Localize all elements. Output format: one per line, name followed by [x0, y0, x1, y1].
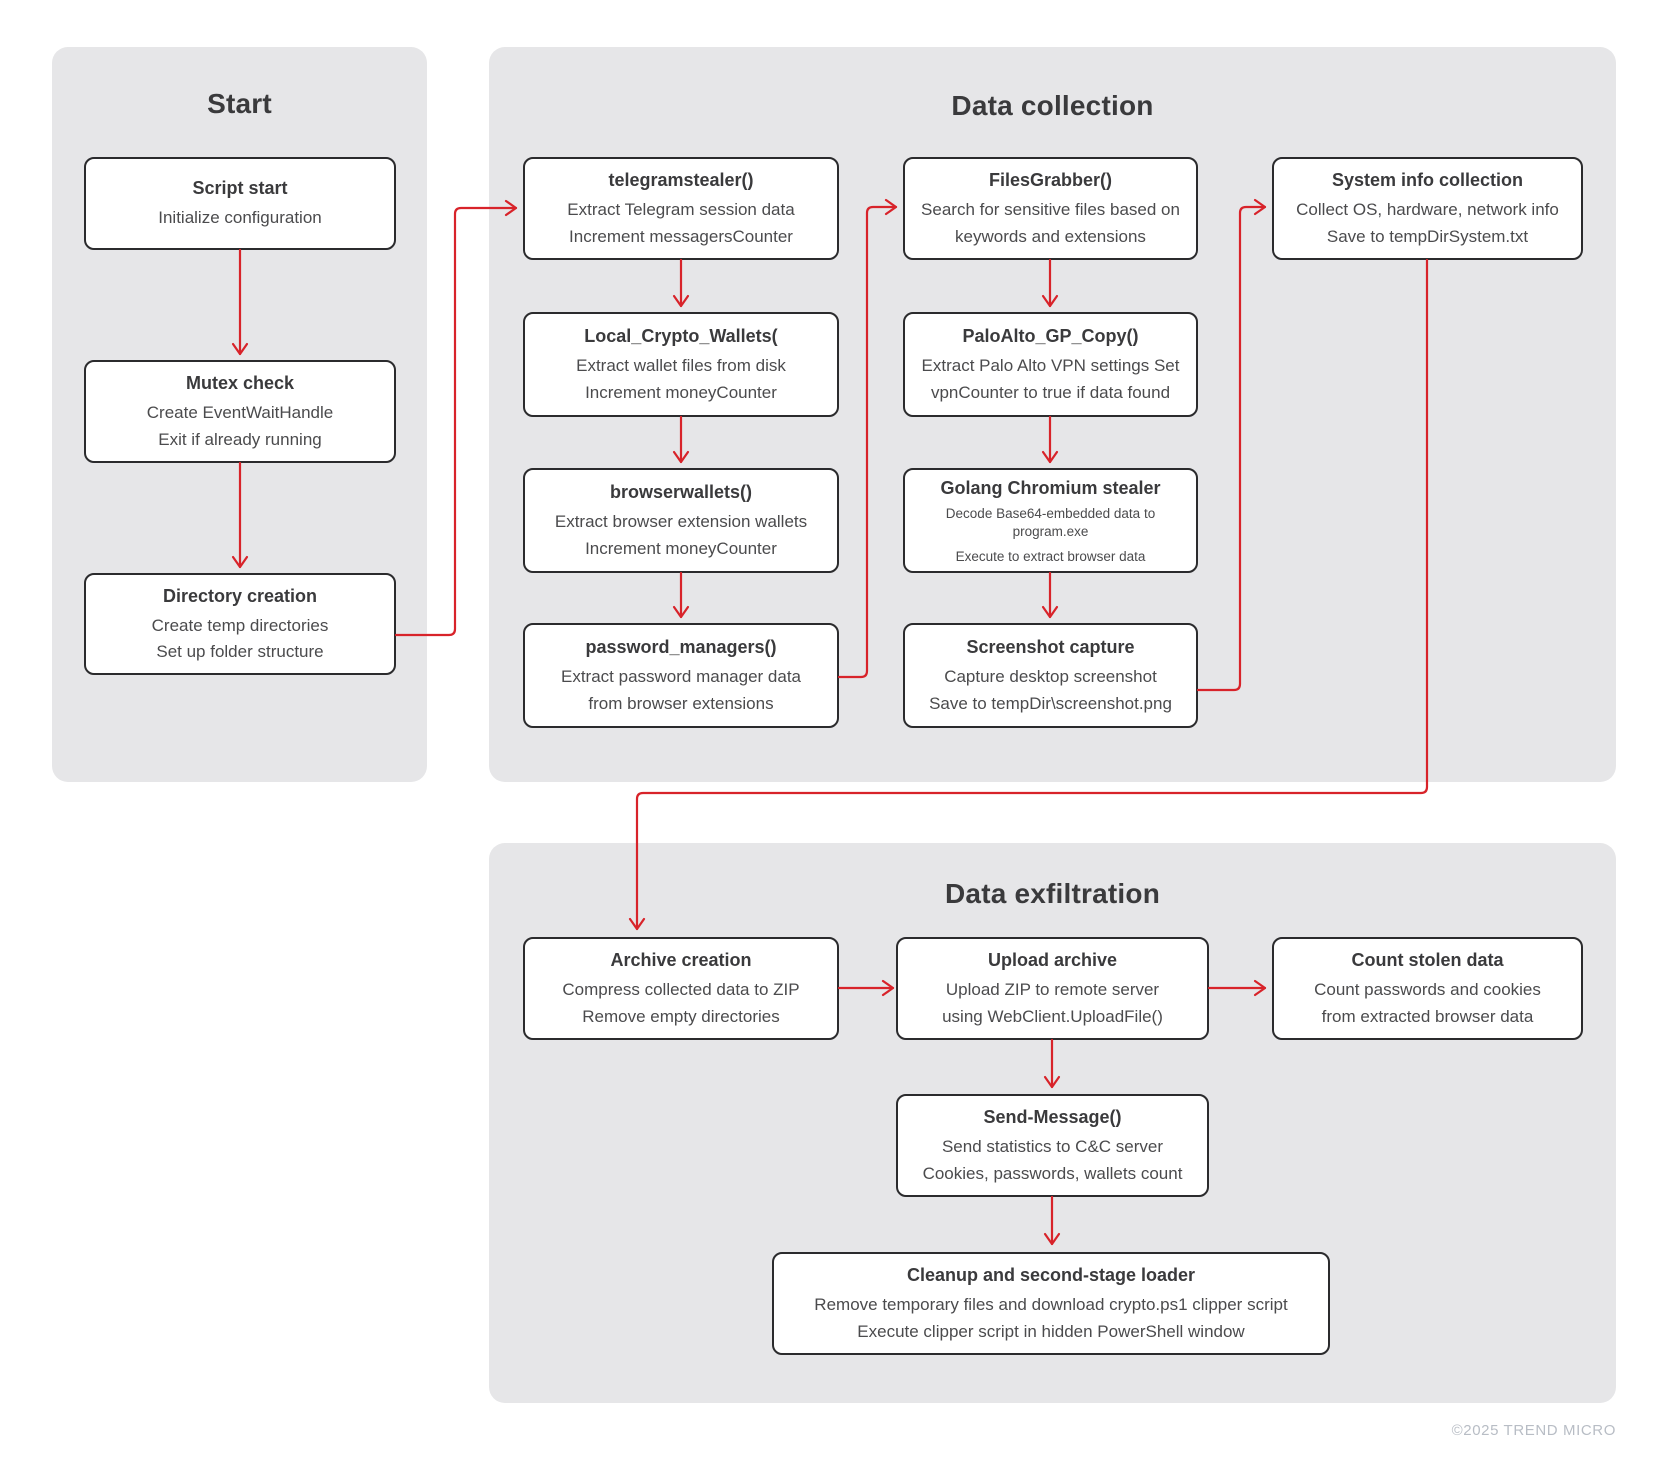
- node-line: Exit if already running: [158, 429, 322, 449]
- data-collection-section-title: Data collection: [951, 90, 1154, 121]
- node-line: Capture desktop screenshot: [944, 667, 1157, 687]
- node-send-message: [896, 1094, 1209, 1197]
- node-line: Initialize configuration: [158, 208, 322, 228]
- node-line: Cookies, passwords, wallets count: [922, 1163, 1183, 1183]
- node-title: browserwallets(): [609, 482, 753, 503]
- node-title: Mutex check: [185, 373, 295, 394]
- node-cleanup-and-second-stage-loader: [772, 1252, 1330, 1355]
- data-exfiltration-section-title: Data exfiltration: [945, 878, 1160, 909]
- node-line: from browser extensions: [588, 693, 774, 713]
- node-line: Extract wallet files from disk: [576, 356, 786, 376]
- node-title: Script start: [192, 178, 288, 199]
- node-line: Create temp directories: [151, 615, 329, 635]
- node-local-crypto-wallets: [523, 312, 839, 417]
- node-mutex-check: [84, 360, 396, 463]
- node-archive-creation: [523, 937, 839, 1040]
- node-title: Count stolen data: [1351, 950, 1504, 971]
- node-directory-creation: [84, 573, 396, 675]
- node-upload-archive: [896, 937, 1209, 1040]
- node-line: Count passwords and cookies: [1314, 980, 1541, 1000]
- node-title: Cleanup and second-stage loader: [906, 1265, 1196, 1286]
- node-line: Increment moneyCounter: [585, 538, 777, 558]
- node-script-start: [84, 157, 396, 250]
- node-telegramstealer: [523, 157, 839, 260]
- node-title: PaloAlto_GP_Copy(): [962, 326, 1139, 347]
- node-line: Extract browser extension wallets: [554, 512, 808, 532]
- node-line: Remove temporary files and download crypto.ps1 clipper script: [814, 1295, 1288, 1315]
- node-line: Extract password manager data: [560, 667, 801, 687]
- node-password-managers: [523, 623, 839, 728]
- node-title: Send-Message(): [983, 1107, 1122, 1128]
- node-paloalto-gp-copy: [903, 312, 1198, 417]
- node-line: vpnCounter to true if data found: [930, 382, 1171, 402]
- node-title: Upload archive: [987, 950, 1118, 971]
- node-line: using WebClient.UploadFile(): [942, 1006, 1163, 1026]
- node-title: Local_Crypto_Wallets(: [584, 326, 778, 347]
- node-line: Decode Base64-embedded data to program.exe: [945, 505, 1156, 539]
- node-browserwallets: [523, 468, 839, 573]
- node-line: Increment messagersCounter: [569, 226, 793, 246]
- node-title: Golang Chromium stealer: [940, 477, 1161, 498]
- node-title: Screenshot capture: [966, 637, 1135, 658]
- node-system-info-collection: [1272, 157, 1583, 260]
- node-title: password_managers(): [585, 637, 777, 658]
- node-count-stolen-data: [1272, 937, 1583, 1040]
- node-line: Extract Palo Alto VPN settings Set: [921, 356, 1180, 376]
- node-filesgrabber: [903, 157, 1198, 260]
- node-line: Save to tempDir\screenshot.png: [929, 693, 1172, 713]
- node-line: Collect OS, hardware, network info: [1296, 200, 1559, 220]
- node-line: Save to tempDirSystem.txt: [1326, 226, 1529, 246]
- node-title: FilesGrabber(): [988, 170, 1113, 191]
- start-section-title: Start: [207, 88, 272, 119]
- node-screenshot-capture: [903, 623, 1198, 728]
- node-golang-chromium-stealer: [903, 468, 1198, 573]
- node-line: Upload ZIP to remote server: [945, 980, 1160, 1000]
- node-line: Compress collected data to ZIP: [562, 980, 800, 1000]
- node-line: Remove empty directories: [582, 1006, 780, 1026]
- node-line: Create EventWaitHandle: [146, 403, 334, 423]
- node-line: Increment moneyCounter: [585, 382, 777, 402]
- node-line: Extract Telegram session data: [567, 200, 795, 220]
- node-line: Set up folder structure: [156, 642, 324, 661]
- node-line: Search for sensitive files based on: [921, 200, 1180, 220]
- node-line: keywords and extensions: [955, 226, 1146, 246]
- node-line: from extracted browser data: [1321, 1006, 1534, 1026]
- node-title: Directory creation: [162, 585, 318, 606]
- node-title: telegramstealer(): [608, 170, 754, 191]
- node-line: Send statistics to C&C server: [941, 1137, 1164, 1157]
- node-title: System info collection: [1331, 170, 1524, 191]
- node-line: Execute to extract browser data: [955, 549, 1146, 565]
- copyright-footer: ©2025 TREND MICRO: [1451, 1422, 1616, 1439]
- node-title: Archive creation: [610, 950, 752, 971]
- node-line: Execute clipper script in hidden PowerShell window: [857, 1321, 1245, 1341]
